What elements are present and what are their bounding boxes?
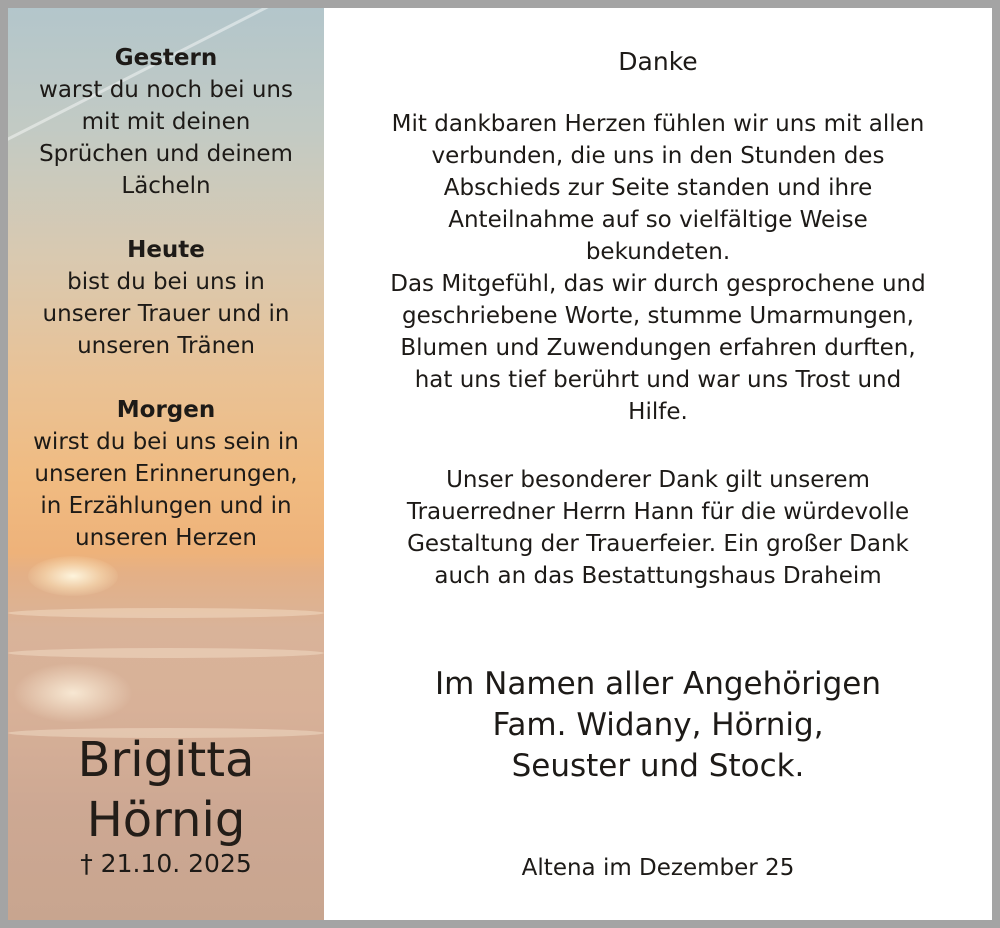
stanza-heading: Heute — [127, 237, 205, 263]
poem — [8, 42, 324, 586]
text-line: Trauerredner Herrn Hann für die würdevolle — [406, 499, 910, 525]
text-line: Gestaltung der Trauerfeier. Ein großer Dank — [407, 531, 909, 557]
stanza-line: unserer Trauer und in — [42, 301, 290, 327]
stanza-line: wirst du bei uns sein in — [33, 429, 299, 455]
text-line: Blumen und Zuwendungen erfahren durften, — [400, 335, 916, 361]
stanza-line: Sprüchen und deinem — [39, 141, 293, 167]
stanza-morgen — [8, 394, 324, 554]
beach-sunset-panel — [8, 8, 324, 920]
thanks-paragraph-2 — [324, 464, 992, 592]
stanza-line: bist du bei uns in — [67, 269, 265, 295]
family-signature — [324, 664, 992, 787]
obituary-card — [8, 8, 992, 920]
notice-title: Danke — [618, 47, 698, 76]
stanza-line: unseren Tränen — [77, 333, 255, 359]
text-line: auch an das Bestattungshaus Draheim — [434, 563, 882, 589]
stanza-line: unseren Herzen — [75, 525, 257, 551]
stanza-gestern — [8, 42, 324, 202]
stanza-line: mit mit deinen — [81, 109, 251, 135]
signature-line: Seuster und Stock. — [511, 748, 805, 784]
stanza-heute — [8, 234, 324, 362]
text-line: verbunden, die uns in den Stunden des — [431, 143, 885, 169]
signature-line: Im Namen aller Angehörigen — [434, 666, 882, 702]
last-name: Hörnig — [86, 792, 246, 848]
first-name: Brigitta — [77, 732, 255, 788]
thanks-paragraph-1 — [324, 108, 992, 428]
signature-line: Fam. Widany, Hörnig, — [492, 707, 824, 743]
water-glow — [13, 663, 133, 723]
wave-line — [8, 608, 324, 618]
text-line: Unser besonderer Dank gilt unserem — [446, 467, 870, 493]
text-line: Mit dankbaren Herzen fühlen wir uns mit allen — [391, 111, 925, 137]
stanza-heading: Gestern — [114, 45, 218, 71]
stanza-line: in Erzählungen und in — [40, 493, 292, 519]
stanza-heading: Morgen — [116, 397, 216, 423]
wave-line — [8, 648, 324, 658]
thank-you-text-panel — [324, 8, 992, 920]
text-line: Abschieds zur Seite standen und ihre — [443, 175, 873, 201]
deceased-name — [8, 730, 324, 850]
text-line: Hilfe. — [628, 399, 688, 425]
stanza-line: warst du noch bei uns — [39, 77, 293, 103]
death-date: † 21.10. 2025 — [80, 849, 252, 878]
text-line: bekundeten. — [585, 239, 731, 265]
place-and-date: Altena im Dezember 25 — [521, 855, 795, 881]
text-line: geschriebene Worte, stumme Umarmungen, — [402, 303, 914, 329]
text-line: Anteilnahme auf so vielfältige Weise — [448, 207, 868, 233]
stanza-line: Lächeln — [121, 173, 211, 199]
text-line: hat uns tief berührt und war uns Trost und — [414, 367, 902, 393]
text-line: Das Mitgefühl, das wir durch gesprochene und — [390, 271, 926, 297]
stanza-line: unseren Erinnerungen, — [34, 461, 298, 487]
